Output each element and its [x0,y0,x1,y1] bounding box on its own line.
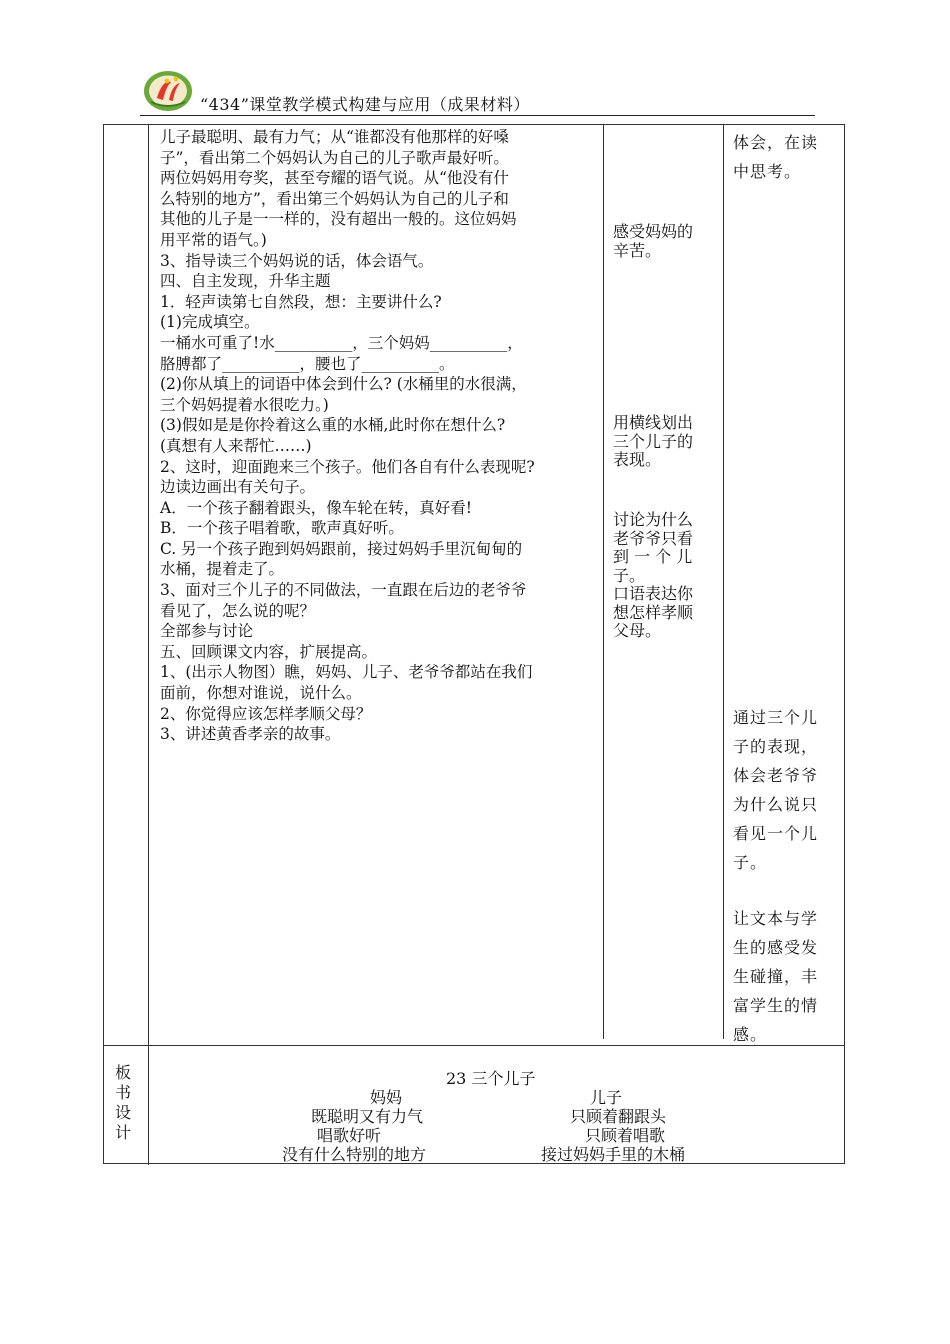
text-line: 2、你觉得应该怎样孝顺父母？ [160,704,372,723]
activity-line: 表现。 [613,450,662,469]
header-divider [140,115,815,116]
purpose-line: 中思考。 [733,162,802,181]
text-line: 面前，你想对谁说，说什么。 [160,684,362,703]
design-purpose-2 [733,703,841,877]
activity-line: 想怎样孝顺 [613,602,694,622]
student-activity-3 [613,511,721,585]
page-header [140,68,815,118]
text-line: 用平常的语气。) [160,230,267,249]
board-heading-son: 儿子 [590,1088,623,1107]
design-purpose-1 [733,128,841,186]
text-line: 看见了，怎么说的呢？ [160,601,316,620]
label-char: 计 [114,1123,131,1142]
text-line: 三个妈妈提着水很吃力。) [160,395,329,414]
text-line: (2)你从填上的词语中体会到什么? (水桶里的水很满， [160,375,527,394]
text-line: 边读边画出有关句子。 [160,478,316,497]
text-line: 水桶，提着走了。 [160,560,285,579]
column-divider [148,125,149,1165]
label-char: 设 [114,1103,131,1122]
column-divider [723,125,724,1039]
text-line: 1．轻声读第七自然段，想：主要讲什么? [160,292,442,311]
text-line: (真想有人来帮忙……) [160,436,312,455]
board-right-item: 只顾着唱歌 [585,1126,666,1145]
label-char: 书 [114,1083,131,1102]
text-line: 一桶水可重了!水__________，三个妈妈__________， [160,333,523,352]
text-line: 其他的儿子是一一样的，没有超出一般的。这位妈妈 [160,210,517,229]
purpose-line: 子。 [733,853,768,872]
school-logo-icon [143,70,193,112]
purpose-line: 子的表现， [733,737,819,756]
board-left-item: 唱歌好听 [317,1126,382,1145]
text-line: A．一个孩子翻着跟头，像车轮在转，真好看! [160,498,472,517]
board-title: 23 三个儿子 [446,1069,536,1088]
text-line: 两位妈妈用夸奖，甚至夸耀的语气说。从“他没有什 [160,169,509,188]
text-line: 3、指导读三个妈妈说的话，体会语气。 [160,251,434,270]
activity-line: 讨论为什么 [613,510,694,529]
text-line: B．一个孩子唱着歌，歌声真好听。 [160,519,404,538]
text-line: 胳膊都了__________，腰也了__________。 [160,354,455,373]
activity-line: 口语表达你 [613,584,694,603]
column-divider [603,125,604,1039]
text-line: 子”，看出第二个妈妈认为自己的儿子歌声最好听。 [160,148,509,167]
activity-line: 到 一 个 儿 [613,547,693,566]
purpose-line: 看见一个儿 [733,824,819,843]
lesson-table [103,124,845,1164]
board-right-item: 接过妈妈手里的木桶 [541,1145,686,1164]
board-left-item: 没有什么特别的地方 [282,1145,427,1164]
board-left-item: 既聪明又有力气 [311,1107,424,1126]
activity-line: 老爷爷只看 [613,528,694,548]
text-line: 3、讲述黄香孝亲的故事。 [160,725,341,744]
purpose-line: 为什么说只 [733,795,819,814]
board-right-item: 只顾着翻跟头 [570,1107,667,1126]
activity-line: 父母。 [613,621,662,640]
text-line: 全部参与讨论 [160,622,254,641]
purpose-line: 让文本与学 [733,909,819,928]
text-line: 3、面对三个儿子的不同做法，一直跟在后边的老爷爷 [160,581,527,600]
purpose-line: 体会老爷爷 [733,766,819,785]
text-line: 2、这时，迎面跑来三个孩子。他们各自有什么表现呢? [160,457,535,476]
purpose-line: 生碰撞，丰 [733,967,819,986]
purpose-line: 感。 [733,1025,768,1044]
activity-line: 子。 [613,565,646,585]
purpose-line: 通过三个儿 [733,708,819,727]
text-line: 么特别的地方”，看出第三个妈妈认为自己的儿子和 [160,189,509,208]
student-activity-2 [613,414,721,470]
design-purpose-3 [733,904,841,1049]
student-activity-4 [613,585,721,641]
activity-line: 三个儿子的 [613,431,694,451]
board-design-label [114,1063,132,1143]
text-line: 1、(出示人物图）瞧，妈妈、儿子、老爷爷都站在我们 [160,663,533,682]
text-line: C. 另一个孩子跑到妈妈跟前，接过妈妈手里沉甸甸的 [160,539,523,558]
activity-line: 用横线划出 [613,413,694,432]
label-char: 板 [114,1063,131,1082]
text-line: (3)假如是是你拎着这么重的水桶,此时你在想什么? [160,416,506,435]
purpose-line: 富学生的情 [733,996,819,1015]
student-activity-1 [613,223,721,260]
purpose-line: 生的感受发 [733,938,819,957]
header-title: “434”课堂教学模式构建与应用（成果材料） [200,95,530,114]
text-line: 四、自主发现，升华主题 [160,272,331,291]
text-line: (1)完成填空。 [160,313,260,332]
teaching-process-text [160,127,600,745]
board-heading-mother: 妈妈 [370,1088,403,1107]
text-line: 儿子最聪明、最有力气；从“谁都没有他那样的好嗓 [160,128,509,146]
activity-line: 辛苦。 [613,240,662,260]
activity-line: 感受妈妈的 [613,222,694,241]
purpose-line: 体会，在读 [733,133,819,152]
text-line: 五、回顾课文内容，扩展提高。 [160,642,378,661]
